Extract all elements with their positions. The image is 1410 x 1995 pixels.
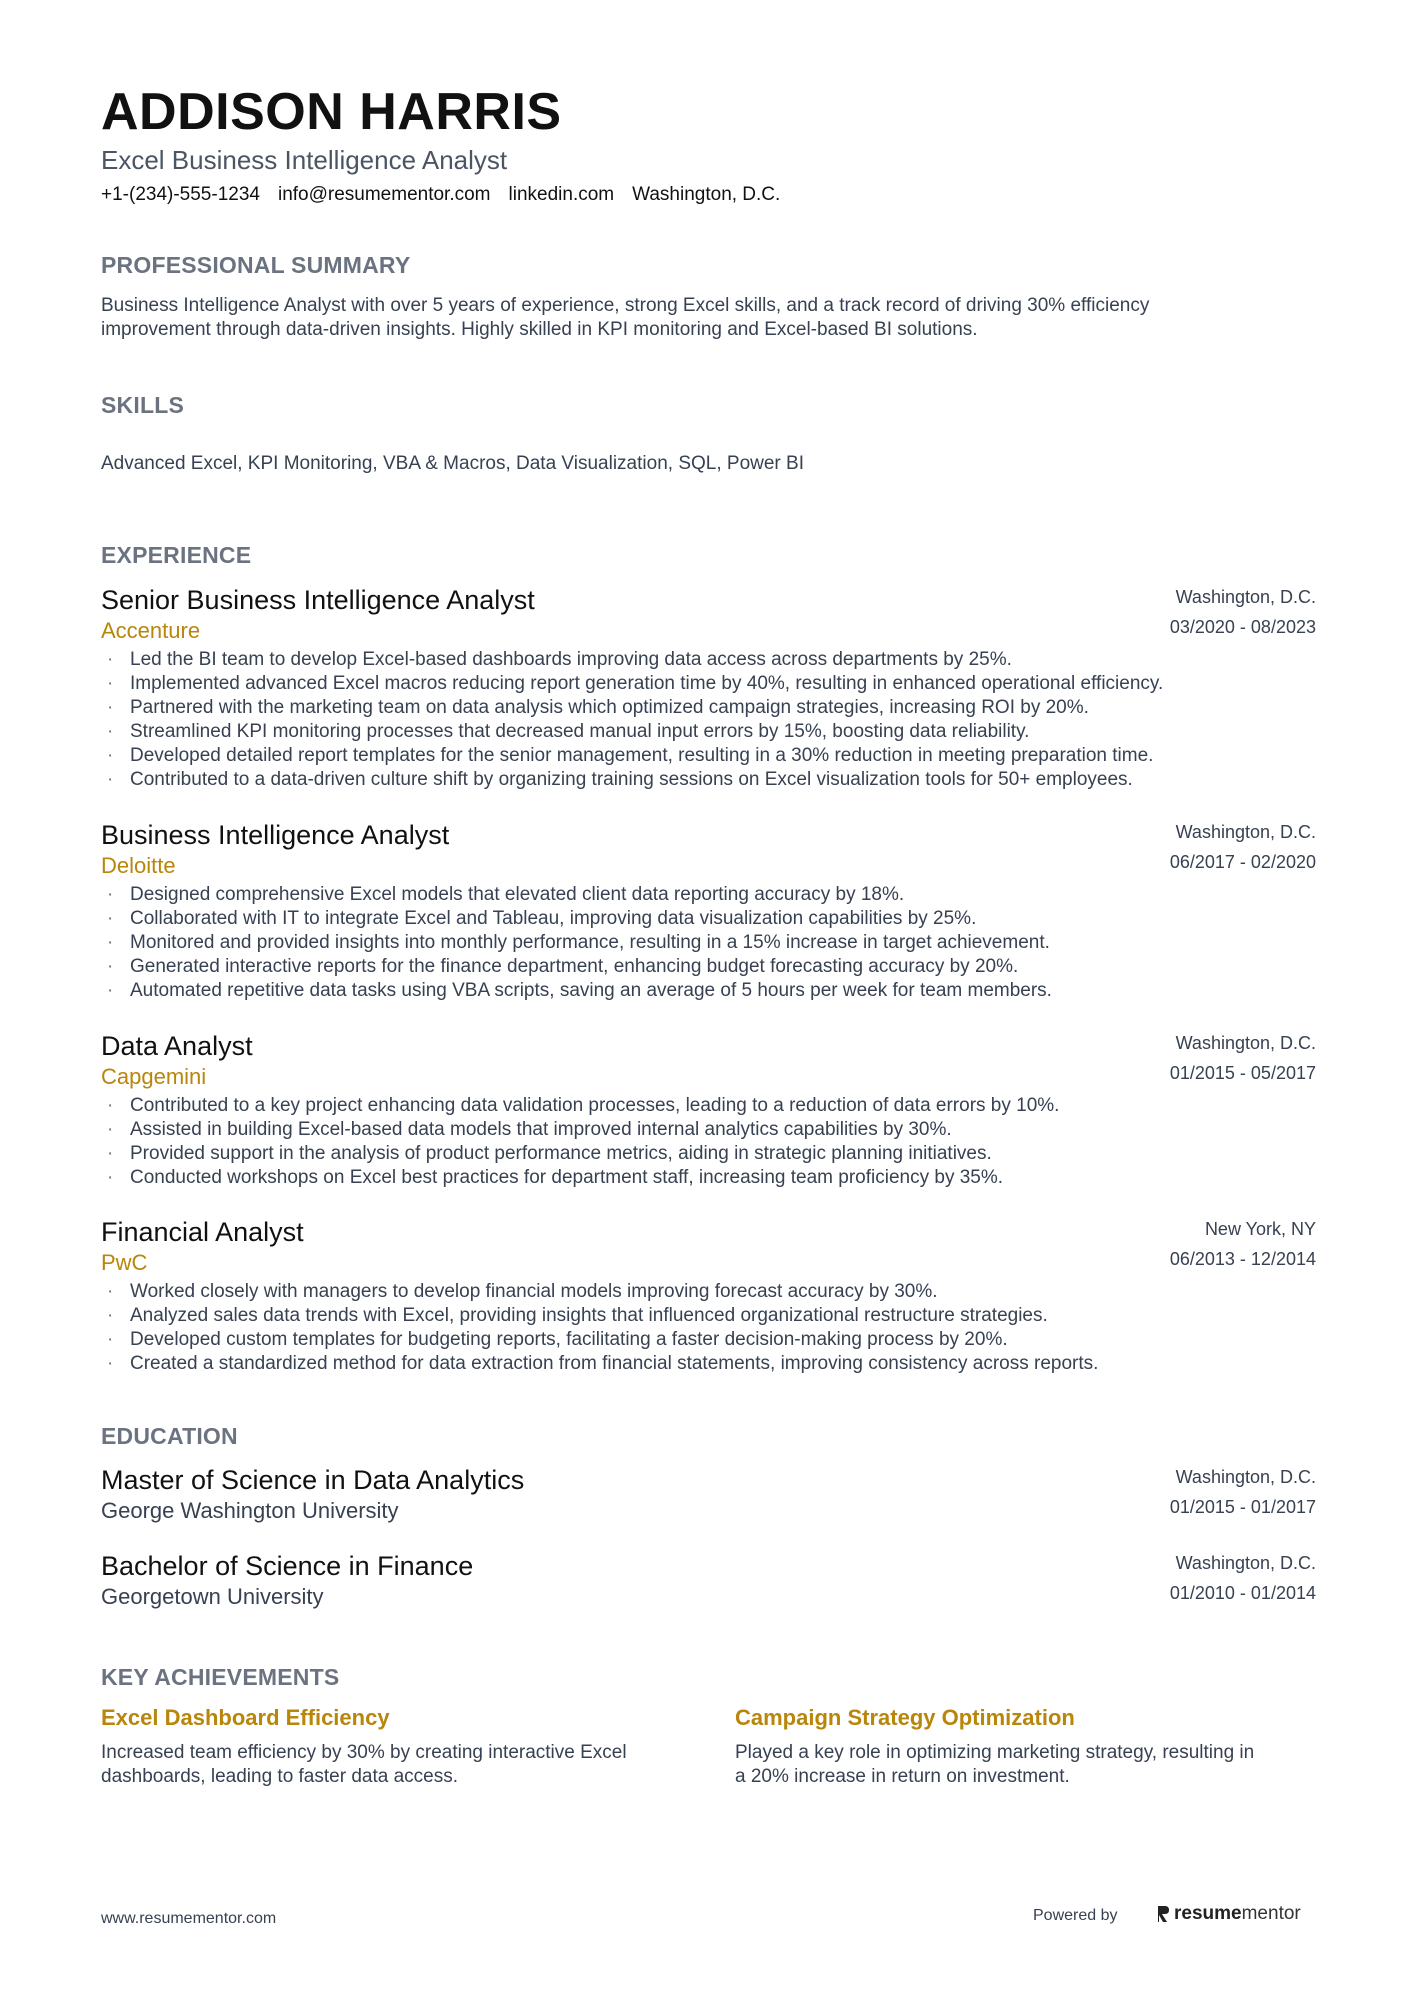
job-bullet: · Streamlined KPI monitoring processes that decreased manual input errors by 15%, boosting data reliability. <box>101 720 1163 744</box>
job-bullet: · Worked closely with managers to develop financial models improving forecast accuracy by 30%. <box>101 1280 1098 1304</box>
achievement-description <box>101 1741 691 1789</box>
contact-line <box>101 184 780 206</box>
brand-logo[interactable] <box>1156 1903 1301 1925</box>
job-bullet: · Contributed to a key project enhancing data validation processes, leading to a reduction of data errors by 10%. <box>101 1094 1059 1118</box>
contact-phone: +1-(234)-555-1234 <box>101 184 260 205</box>
job-bullets <box>101 1094 1059 1190</box>
achievement-description <box>735 1741 1325 1789</box>
job-bullets <box>101 883 1052 1003</box>
resumementor-logo-icon <box>1156 1904 1170 1924</box>
job-bullet: · Implemented advanced Excel macros reducing report generation time by 40%, resulting in enhanced operational efficiency. <box>101 672 1163 696</box>
achievement-line: Played a key role in optimizing marketing strategy, resulting in <box>735 1742 1255 1763</box>
summary-line: improvement through data-driven insights. Highly skilled in KPI monitoring and Excel-based BI solutions. <box>101 319 978 340</box>
job-bullet: · Assisted in building Excel-based data models that improved internal analytics capabilities by 30%. <box>101 1118 1059 1142</box>
contact-location: Washington, D.C. <box>632 184 781 205</box>
job-location: Washington, D.C. <box>1175 822 1316 842</box>
brand-name-light: mentor <box>1241 1903 1301 1924</box>
job-bullet: · Contributed to a data-driven culture shift by organizing training sessions on Excel visualization tools for 50+ employees. <box>101 768 1163 792</box>
achievement-line: Increased team efficiency by 30% by creating interactive Excel <box>101 1742 627 1763</box>
edu-degree: Bachelor of Science in Finance <box>101 1551 474 1581</box>
section-heading-education: EDUCATION <box>101 1423 238 1449</box>
edu-dates: 01/2015 - 01/2017 <box>1169 1497 1316 1517</box>
section-heading-experience: EXPERIENCE <box>101 542 252 568</box>
contact-email[interactable]: info@resumementor.com <box>277 184 491 205</box>
job-bullet: · Collaborated with IT to integrate Excel and Tableau, improving data visualization capabilities by 25%. <box>101 907 1052 931</box>
candidate-title: Excel Business Intelligence Analyst <box>101 145 508 175</box>
edu-dates: 01/2010 - 01/2014 <box>1169 1583 1316 1603</box>
summary-line: Business Intelligence Analyst with over 5 years of experience, strong Excel skills, and a track record of driving 30% efficiency <box>101 295 1150 316</box>
job-bullet: · Led the BI team to develop Excel-based dashboards improving data access across departments by 25%. <box>101 648 1163 672</box>
education-item <box>101 1465 1316 1525</box>
job-role: Business Intelligence Analyst <box>101 820 450 850</box>
job-role: Financial Analyst <box>101 1217 304 1247</box>
section-heading-skills: SKILLS <box>101 392 184 418</box>
job-location: Washington, D.C. <box>1175 1033 1316 1053</box>
section-heading-summary: PROFESSIONAL SUMMARY <box>101 252 411 278</box>
job-bullet: · Monitored and provided insights into monthly performance, resulting in a 15% increase in target achievement. <box>101 931 1052 955</box>
job-dates: 03/2020 - 08/2023 <box>1169 617 1316 637</box>
edu-location: Washington, D.C. <box>1175 1553 1316 1573</box>
job-bullet: · Conducted workshops on Excel best practices for department staff, increasing team proficiency by 35%. <box>101 1166 1059 1190</box>
job-bullet: · Automated repetitive data tasks using VBA scripts, saving an average of 5 hours per week for team members. <box>101 979 1052 1003</box>
job-dates: 06/2017 - 02/2020 <box>1169 852 1316 872</box>
powered-by-label: Powered by <box>1033 1907 1118 1924</box>
edu-school: George Washington University <box>101 1498 399 1523</box>
edu-location: Washington, D.C. <box>1175 1467 1316 1487</box>
job-company: Accenture <box>101 618 201 643</box>
job-company: Capgemini <box>101 1064 207 1089</box>
job-dates: 01/2015 - 05/2017 <box>1169 1063 1316 1083</box>
job-bullet: · Provided support in the analysis of product performance metrics, aiding in strategic planning initiatives. <box>101 1142 1059 1166</box>
section-heading-achievements: KEY ACHIEVEMENTS <box>101 1664 340 1690</box>
job-bullet: · Designed comprehensive Excel models that elevated client data reporting accuracy by 18%. <box>101 883 1052 907</box>
job-bullet: · Created a standardized method for data extraction from financial statements, improving consistency across reports. <box>101 1352 1098 1376</box>
edu-degree: Master of Science in Data Analytics <box>101 1465 525 1495</box>
job-role: Senior Business Intelligence Analyst <box>101 585 535 615</box>
skills-text: Advanced Excel, KPI Monitoring, VBA & Macros, Data Visualization, SQL, Power BI <box>101 453 804 474</box>
achievement-title: Campaign Strategy Optimization <box>735 1705 1075 1730</box>
achievement-line: a 20% increase in return on investment. <box>735 1766 1070 1787</box>
achievement-item <box>735 1705 1325 1789</box>
footer-url[interactable]: www.resumementor.com <box>101 1910 277 1927</box>
job-role: Data Analyst <box>101 1031 253 1061</box>
job-location: New York, NY <box>1204 1219 1316 1239</box>
job-bullets <box>101 1280 1098 1376</box>
job-bullet: · Developed detailed report templates for the senior management, resulting in a 30% reduction in meeting preparation time. <box>101 744 1163 768</box>
job-bullet: · Developed custom templates for budgeting reports, facilitating a faster decision-making process by 20%. <box>101 1328 1098 1352</box>
job-bullet: · Partnered with the marketing team on data analysis which optimized campaign strategies, increasing ROI by 20%. <box>101 696 1163 720</box>
job-bullet: · Generated interactive reports for the finance department, enhancing budget forecasting accuracy by 20%. <box>101 955 1052 979</box>
achievement-title: Excel Dashboard Efficiency <box>101 1705 390 1730</box>
achievement-line: dashboards, leading to faster data access. <box>101 1766 459 1787</box>
education-item <box>101 1551 1316 1611</box>
achievement-item <box>101 1705 691 1789</box>
summary-text <box>101 294 1316 342</box>
brand-name-bold: resume <box>1174 1903 1242 1924</box>
job-dates: 06/2013 - 12/2014 <box>1169 1249 1316 1269</box>
contact-linkedin[interactable]: linkedin.com <box>508 184 615 205</box>
job-bullets <box>101 648 1163 792</box>
job-company: Deloitte <box>101 853 176 878</box>
job-company: PwC <box>101 1250 148 1275</box>
edu-school: Georgetown University <box>101 1584 324 1609</box>
job-location: Washington, D.C. <box>1175 587 1316 607</box>
job-bullet: · Analyzed sales data trends with Excel, providing insights that influenced organizational restructure strategies. <box>101 1304 1098 1328</box>
candidate-name: ADDISON HARRIS <box>101 83 562 141</box>
